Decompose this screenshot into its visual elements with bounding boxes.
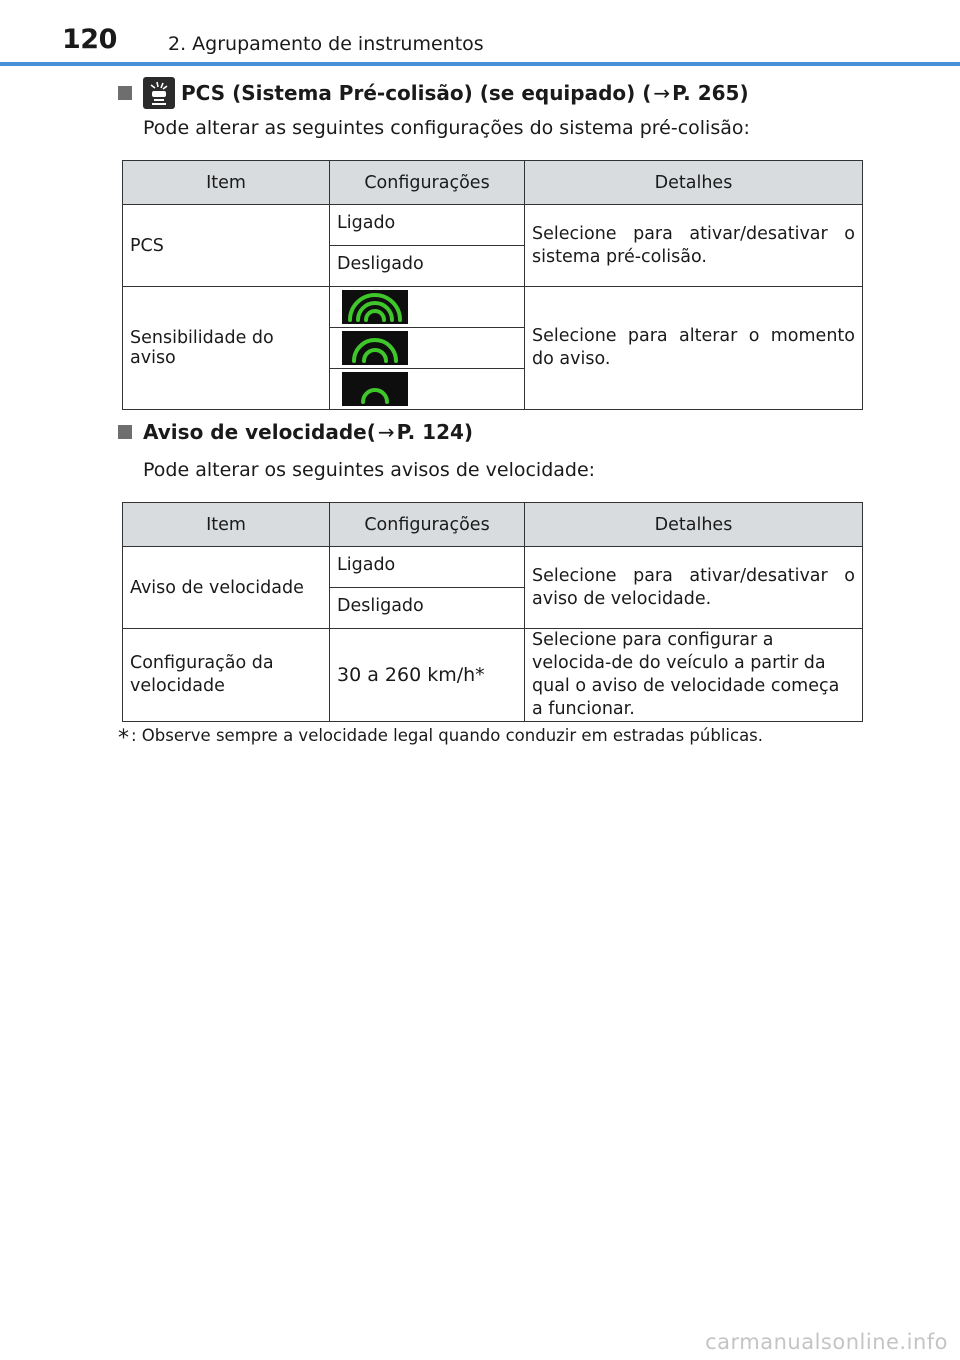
- item-cell: Aviso de velocidade: [123, 547, 330, 629]
- arrow-right-icon: →: [653, 81, 671, 105]
- watermark: carmanualsonline.info: [705, 1330, 948, 1354]
- item-cell: Configuração da velocidade: [123, 629, 330, 722]
- section-heading-pcs: [118, 77, 749, 109]
- column-header: Item: [123, 503, 330, 547]
- chapter-title: 2. Agrupamento de instrumentos: [168, 33, 484, 55]
- table-row: [123, 205, 863, 246]
- details-cell: Selecione para ativar/desativar o aviso de velocidade.: [525, 547, 863, 629]
- header-rule: [0, 62, 960, 66]
- section-intro-pcs: Pode alterar as seguintes configurações do sistema pré-colisão:: [143, 117, 750, 139]
- table-row: [123, 629, 863, 722]
- sensitivity-high-icon: [342, 290, 408, 324]
- column-header: Detalhes: [525, 161, 863, 205]
- arrow-right-icon: →: [377, 420, 395, 444]
- section-title-pcs: PCS (Sistema Pré-colisão) (se equipado) (: [181, 81, 652, 105]
- setting-cell: Desligado: [330, 588, 525, 629]
- bullet-square-icon: [118, 86, 132, 100]
- page-number: 120: [62, 24, 117, 55]
- setting-cell: [330, 369, 525, 410]
- column-header: Configurações: [330, 161, 525, 205]
- table-row: [123, 287, 863, 328]
- bullet-square-icon: [118, 425, 132, 439]
- item-cell: Sensibilidade do aviso: [123, 287, 330, 410]
- table-header-row: [123, 503, 863, 547]
- setting-cell: [330, 287, 525, 328]
- setting-cell: Ligado: [330, 205, 525, 246]
- sensitivity-low-icon: [342, 372, 408, 406]
- setting-cell: [330, 328, 525, 369]
- details-cell: Selecione para configurar a velocida-de do veículo a partir da qual o aviso de velocidade começa a funcionar.: [525, 629, 863, 722]
- setting-cell: Ligado: [330, 547, 525, 588]
- item-cell: PCS: [123, 205, 330, 287]
- column-header: Configurações: [330, 503, 525, 547]
- table-row: [123, 547, 863, 588]
- section-intro-speed: Pode alterar os seguintes avisos de velocidade:: [143, 459, 596, 481]
- column-header: Detalhes: [525, 503, 863, 547]
- setting-cell: Desligado: [330, 246, 525, 287]
- pcs-warning-icon: [143, 77, 175, 109]
- details-cell: Selecione para ativar/desativar o sistema pré-colisão.: [525, 205, 863, 287]
- page-reference-link[interactable]: P. 124): [396, 420, 474, 444]
- details-cell: Selecione para alterar o momento do aviso.: [525, 287, 863, 410]
- footnote-marker: *: [118, 726, 129, 751]
- page-header: [0, 0, 960, 66]
- sensitivity-medium-icon: [342, 331, 408, 365]
- speed-settings-table: [122, 502, 863, 722]
- page-reference-link[interactable]: P. 265): [672, 81, 749, 105]
- pcs-settings-table: [122, 160, 863, 410]
- setting-cell: 30 a 260 km/h*: [330, 629, 525, 722]
- table-header-row: [123, 161, 863, 205]
- column-header: Item: [123, 161, 330, 205]
- footnote: [118, 726, 763, 751]
- footnote-text: : Observe sempre a velocidade legal quando conduzir em estradas públicas.: [131, 726, 764, 745]
- section-heading-speed: [118, 420, 473, 444]
- section-title-speed: Aviso de velocidade(: [143, 420, 376, 444]
